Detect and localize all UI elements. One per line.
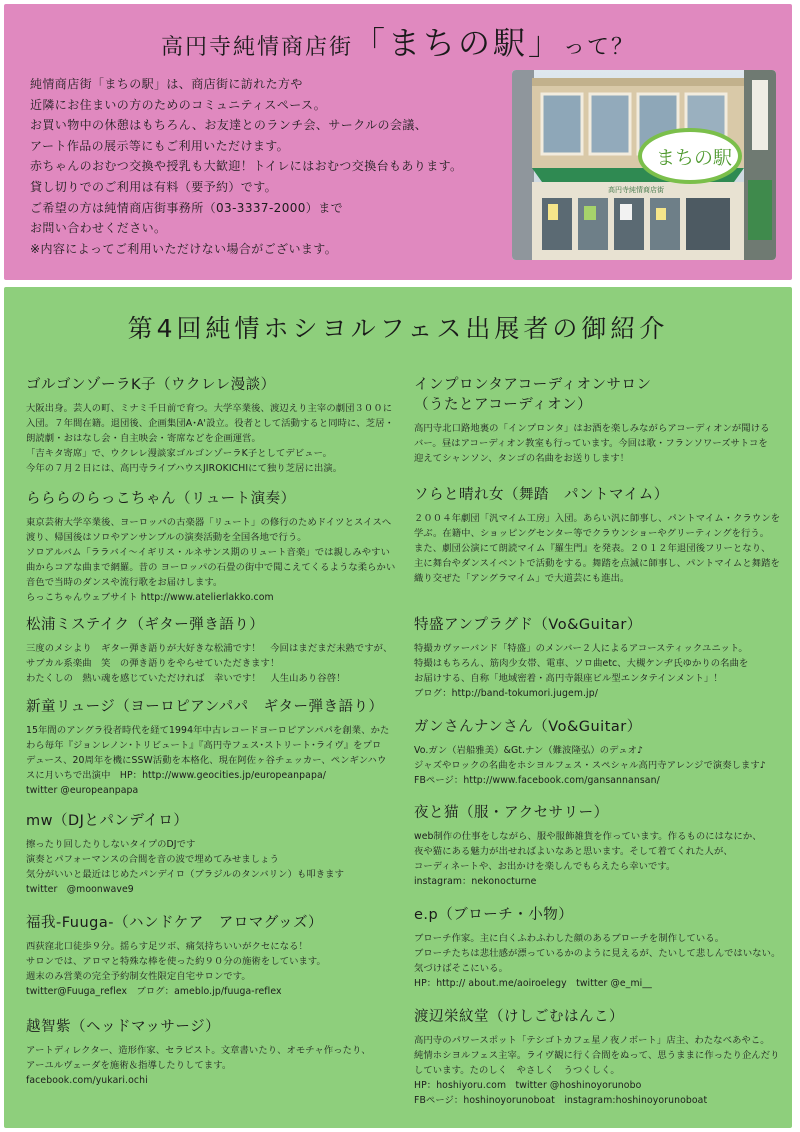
machi-line: アート作品の展示等にもご利用いただけます。 [30, 138, 290, 153]
exhibitor-entry [26, 1017, 398, 1088]
description-line: instagram：nekonocturne [414, 876, 537, 887]
description-line: FBページ：http://www.facebook.com/gansannansan/ [414, 775, 660, 786]
description-line: わら毎年『ジョンレノン･トリビュート』『高円寺フェス･ストリート･ライヴ』をプロ [26, 740, 382, 751]
description-line: サブカル系楽曲 笑 の弾き語りをやらせていただきます！ [26, 658, 280, 669]
machi-no-eki-panel [4, 4, 792, 280]
description-line: 音色で当時のダンスや流行歌をお届けします。 [26, 577, 223, 588]
exhibitor-description [26, 1043, 398, 1088]
description-line: 主に舞台やダンスイベントで活動をする。舞踏を点滅に師事し、パントマイムと舞踏を [414, 558, 780, 569]
description-line: 「吉キタ寄席」で、ウクレレ漫談家ゴルゴンゾーラK子としてデビュー。 [26, 448, 333, 459]
description-line: 曲からコアな曲まで網羅。昔の ヨーロッパの石畳の街中で聞こえてくるような柔らかい [26, 562, 396, 573]
description-line: 入団。７年間在籍。退団後、企画集団A･A'設立。役者として活動すると同時に、芝居・ [26, 418, 395, 429]
exhibitor-description [414, 931, 784, 991]
storefront-illustration [512, 70, 776, 260]
description-line: 高円寺のパワースポット「テシゴトカフェ星ノ夜ノボート」店主、わたなべあやこ。 [414, 1035, 770, 1046]
description-line: わたくしの 熱い魂を感じていただければ 幸いです！ 人生山あり谷啓！ [26, 673, 346, 684]
exhibitor-description [26, 837, 398, 897]
description-line: ブローチたちは悲壮感が漂っているかのように見えるが、たいして悲しんではいない。 [414, 948, 781, 959]
exhibitor-description [26, 939, 398, 999]
description-line: また、劇団公演にて朗読マイム『羅生門』を発表。２０１２年退団後フリーとなり、 [414, 543, 771, 554]
description-line: FBページ：hoshinoyorunoboat instagram:hoshinoyorunoboat [414, 1095, 708, 1106]
exhibitor-entry [414, 905, 784, 991]
exhibitor-entry [26, 913, 398, 999]
description-line: ２００４年劇団「汎マイム工房」入団。あらい汎に師事し、パントマイム・クラウンを [414, 513, 781, 524]
festival-panel [4, 287, 792, 1128]
description-line: 週末のみ営業の完全予約制女性限定自宅サロンです。 [26, 971, 251, 982]
machi-line: お問い合わせください。 [30, 221, 167, 236]
machi-title [4, 18, 792, 64]
description-line: 朗読劇・おはなし会・自主映会・寄席などを企画運営。 [26, 433, 261, 444]
exhibitor-title: らららのらっこちゃん（リュート演奏） [26, 491, 296, 507]
awning-sign-text: 高円寺純情商店街 [608, 186, 664, 194]
description-line: アートディレクター、造形作家、セラピスト。文章書いたり、オモチャ作ったり、 [26, 1045, 371, 1056]
exhibitor-title: 福我-Fuuga-（ハンドケア アロマグッズ） [26, 915, 323, 931]
machi-title-quote: 「まちの駅」 [352, 24, 563, 62]
exhibitor-entry [414, 803, 784, 889]
machi-line: 近隣にお住まいの方のためのコミュニティスペース。 [30, 97, 327, 112]
description-line: サロンでは、アロマと特殊な棒を使った約９０分の施術をしています。 [26, 956, 326, 967]
description-line: 気づけばそこにいる。 [414, 963, 508, 974]
exhibitor-description [414, 421, 784, 466]
exhibitor-entry [414, 375, 784, 466]
machi-line: ※内容によってご利用いただけない場合がございます。 [30, 241, 338, 256]
exhibitor-title: ソらと晴れ女（舞踏 パントマイム） [414, 487, 669, 503]
description-line: 西荻窪北口徒歩９分。揺らす足ツボ、痛気持ちいいがクセになる！ [26, 941, 308, 952]
exhibitor-title: ゴルゴンゾーラK子（ウクレレ漫談） [26, 377, 276, 393]
description-line: web制作の仕事をしながら、服や服飾雑貨を作っています。作るものにはなにか、 [414, 831, 762, 842]
exhibitor-title: 松浦ミステイク（ギター弾き語り） [26, 617, 265, 633]
exhibitor-entry [26, 375, 398, 476]
description-line: 渡り、帰国後はソロやアンサンブルの演奏活動を全国各地で行う。 [26, 532, 307, 543]
exhibitor-description [26, 515, 398, 605]
exhibitor-description [26, 641, 398, 686]
description-line: twitter @moonwave9 [26, 884, 134, 895]
exhibitor-entry [26, 811, 398, 897]
exhibitor-title: 夜と猫（服・アクセサリー） [414, 805, 609, 821]
description-line: HP：hoshiyoru.com twitter @hoshinoyorunobo [414, 1080, 642, 1091]
description-line: 特撮はもちろん、筋肉少女帯、電車、ソロ曲etc、大槻ケンヂ氏ゆかりの名曲を [414, 658, 749, 669]
exhibitor-description [414, 641, 784, 701]
description-line: 迎えてシャンソン、タンゴの名曲をお送りします！ [414, 453, 630, 464]
description-line: コーディネートや、お出かけを楽しんでもらえたら幸いです。 [414, 861, 676, 872]
machi-no-eki-sign: まちの駅 [656, 147, 733, 169]
exhibitor-entry [414, 1007, 784, 1108]
description-line: 気分がいいと最近はじめたパンデイロ（ブラジルのタンバリン）も叩きます [26, 869, 344, 880]
exhibitor-description [414, 743, 784, 788]
description-line: 高円寺北口路地裏の「インプロンタ」はお酒を楽しみながらアコーディオンが聞ける [414, 423, 770, 434]
machi-line: 赤ちゃんのおむつ交換や授乳も大歓迎！トイレにはおむつ交換台もあります。 [30, 159, 463, 174]
description-line: facebook.com/yukari.ochi [26, 1075, 148, 1086]
description-line: 夜や猫にある魅力が出せればよいなあと思います。そして着てくれた人が、 [414, 846, 733, 857]
machi-description [30, 74, 500, 259]
description-line: しています。たのしく やさしく うつくしく。 [414, 1065, 620, 1076]
exhibitor-title: インプロンタアコーディオンサロン （うたとアコーディオン） [414, 377, 652, 413]
description-line: 三度のメシより ギター弾き語りが大好きな松浦です！ 今回はまだまだ未熟ですが、 [26, 643, 393, 654]
exhibitor-title: mw（DJとパンデイロ） [26, 813, 189, 829]
description-line: 演奏とパフォーマンスの合間を音の波で埋めてみせましょう [26, 854, 279, 865]
machi-title-suffix: って？ [563, 35, 636, 60]
description-line: 東京芸術大学卒業後、ヨーロッパの古楽器「リュート」の修行のためドイツとスイスへ [26, 517, 392, 528]
description-line: お届けする、自称「地域密着・高円寺銀座ビル型エンタテインメント」！ [414, 673, 723, 684]
description-line: バー。昼はアコーディオン教室も行っています。今回は歌・フランソワーズサトコを [414, 438, 768, 449]
exhibitor-description [26, 723, 398, 798]
machi-line: お買い物中の休憩はもちろん、お友達とのランチ会、サークルの会議、 [30, 118, 428, 133]
description-line: 大阪出身。芸人の町、ミナミ千日前で育つ。大学卒業後、渡辺えり主宰の劇団３００に [26, 403, 393, 414]
description-line: アーユルヴェーダを施術＆指導したりしてます。 [26, 1060, 232, 1071]
storefront-photo [512, 70, 776, 260]
description-line: 学ぶ。在籍中、ショッピングセンター等でクラウンショーやグリーティングを行う。 [414, 528, 770, 539]
exhibitor-entry [26, 489, 398, 605]
exhibitor-entry [414, 615, 784, 701]
exhibitor-title: 特盛アンプラグド（Vo&Guitar） [414, 617, 642, 633]
description-line: スに月いちで出演中 HP：http://www.geocities.jp/europeanpapa/ [26, 770, 326, 781]
machi-line: 純情商店街「まちの駅」は、商店街に訪れた方や [30, 77, 303, 91]
exhibitor-entry [414, 717, 784, 788]
description-line: 織り交ぜた「アングラマイム」で大道芸にも進出。 [414, 573, 630, 584]
exhibitor-entry [414, 485, 784, 586]
exhibitor-description [414, 511, 784, 586]
exhibitor-title: 渡辺栄紋堂（けしごむはんこ） [414, 1009, 624, 1025]
description-line: 擦ったり回したりしないタイプのDJです [26, 839, 196, 850]
exhibitor-title: 越智紫（ヘッドマッサージ） [26, 1019, 221, 1035]
description-line: 今年の７月２日には、高円寺ライブハウスJIROKICHIにて独り芝居に出演。 [26, 463, 343, 474]
description-line: HP：http:// about.me/aoiroelegy twitter @e_mi__ [414, 978, 652, 989]
description-line: Vo.ガン（岩船雅美）&Gt.ナン（難波隆弘）のデュオ♪ [414, 745, 644, 756]
machi-line: ご希望の方は純情商店街事務所（03-3337-2000）まで [30, 200, 344, 215]
description-line: 特撮カヴァーバンド「特盛」のメンバー２人によるアコースティックユニット。 [414, 643, 748, 654]
exhibitor-description [414, 829, 784, 889]
description-line: 純情ホシヨルフェス主宰。ライヴ観に行く合間をぬって、思うままに作ったり企んだり [414, 1050, 780, 1061]
description-line: デュース、20周年を機にSSW活動を本格化、現在阿佐ヶ谷チェッカー、ペンギンハウ [26, 755, 387, 766]
exhibitor-title: 新童リュージ（ヨーロピアンパパ ギター弾き語り） [26, 699, 384, 715]
exhibitor-entry [26, 697, 398, 798]
festival-title: 第4回純情ホシヨルフェス出展者の御紹介 [127, 314, 669, 343]
exhibitor-title: ガンさんナンさん（Vo&Guitar） [414, 719, 642, 735]
exhibitor-title: e.p（ブローチ・小物） [414, 907, 574, 923]
description-line: ブローチ作家。主に白くふわふわした顔のあるブローチを制作している。 [414, 933, 725, 944]
exhibitor-entry [26, 615, 398, 686]
machi-title-prefix: 高円寺純情商店街 [160, 35, 353, 60]
description-line: らっこちゃんウェブサイト http://www.atelierlakko.com [26, 592, 274, 603]
description-line: 15年間のアングラ役者時代を経て1994年中古レコードヨーロピアンパパを創業、かた [26, 725, 390, 736]
description-line: twitter @europeanpapa [26, 785, 139, 796]
description-line: ソロアルバム「ララバイ〜イギリス・ルネサンス期のリュート音楽」では親しみやすい [26, 547, 390, 558]
description-line: twitter@Fuuga_reflex ブログ：ameblo.jp/fuuga-reflex [26, 986, 282, 997]
description-line: ブログ：http://band-tokumori.jugem.jp/ [414, 688, 598, 699]
exhibitor-description [414, 1033, 784, 1108]
exhibitor-description [26, 401, 398, 476]
description-line: ジャズやロックの名曲をホシヨルフェス・スペシャル高円寺アレンジで演奏します♪ [414, 760, 766, 771]
machi-line: 貸し切りでのご利用は有料（要予約）です。 [30, 179, 278, 194]
